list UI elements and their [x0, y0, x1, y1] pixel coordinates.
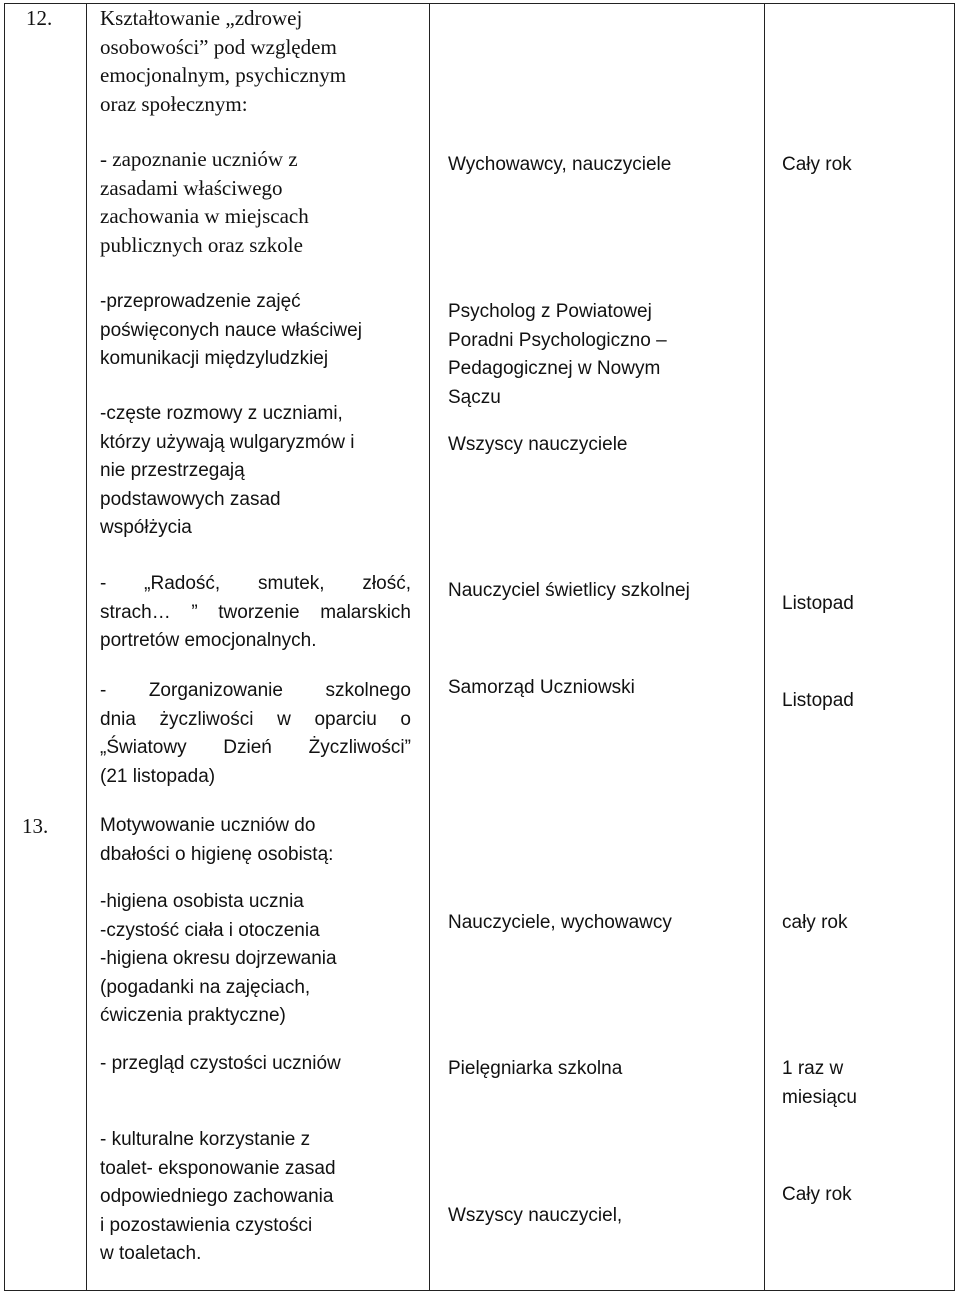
- text-line: strach… ” tworzenie malarskich: [100, 601, 411, 623]
- text-line: miesiącu: [782, 1086, 857, 1108]
- text-line: którzy używają wulgaryzmów i: [100, 431, 355, 453]
- text-line: portretów emocjonalnych.: [100, 630, 317, 651]
- row-13-time-1: cały rok: [782, 912, 848, 933]
- column-divider-1: [86, 3, 87, 1291]
- text-line: -częste rozmowy z uczniami,: [100, 403, 343, 424]
- text-line: i pozostawienia czystości: [100, 1214, 313, 1236]
- row-12-responsible-4: Nauczyciel świetlicy szkolnej: [448, 580, 690, 601]
- text-line: -czystość ciała i otoczenia: [100, 919, 320, 941]
- text-line: Sączu: [448, 386, 501, 408]
- row-12-time-4: Listopad: [782, 593, 854, 614]
- text-line: ćwiczenia praktyczne): [100, 1005, 286, 1026]
- text-line: publicznych oraz szkole: [100, 232, 303, 257]
- row-12-task-4: [100, 570, 411, 656]
- text-line: -higiena osobista ucznia: [100, 891, 304, 912]
- row-13-task-3: [100, 1126, 336, 1269]
- text-line: osobowości” pod względem: [100, 34, 337, 59]
- text-line: Kształtowanie „zdrowej: [100, 6, 303, 30]
- text-line: dbałości o higienę osobistą:: [100, 843, 334, 865]
- row-13-time-2: [782, 1055, 857, 1112]
- text-line: „Światowy Dzień Życzliwości”: [100, 737, 411, 758]
- text-line: (21 listopada): [100, 765, 216, 787]
- row-13-task-1: [100, 888, 337, 1031]
- row-12-task-1: [100, 145, 309, 259]
- row-13-responsible-3: Wszyscy nauczyciel,: [448, 1205, 623, 1226]
- text-line: - zapoznanie uczniów z: [100, 147, 298, 171]
- text-line: toalet- eksponowanie zasad: [100, 1157, 336, 1179]
- text-line: - Zorganizowanie szkolnego: [100, 680, 411, 701]
- text-line: podstawowych zasad: [100, 488, 281, 510]
- text-line: zasadami właściwego: [100, 175, 283, 200]
- row-13-responsible-1: Nauczyciele, wychowawcy: [448, 912, 672, 933]
- row-12-responsible-1: Wychowawcy, nauczyciele: [448, 154, 672, 175]
- row-12-responsible-2: [448, 298, 667, 412]
- text-line: - kulturalne korzystanie z: [100, 1129, 311, 1150]
- text-line: nie przestrzegają: [100, 460, 245, 481]
- row-number-13: 13.: [22, 814, 49, 838]
- text-line: poświęconych nauce właściwej: [100, 319, 362, 341]
- text-line: -higiena okresu dojrzewania: [100, 948, 337, 969]
- text-line: zachowania w miejscach: [100, 204, 309, 228]
- row-13-time-3: Cały rok: [782, 1184, 852, 1205]
- text-line: Pedagogicznej w Nowym: [448, 358, 661, 379]
- text-line: (pogadanki na zajęciach,: [100, 976, 311, 998]
- row-12-task-2: [100, 288, 362, 374]
- text-line: odpowiedniego zachowania: [100, 1186, 334, 1207]
- column-divider-2: [429, 3, 430, 1291]
- text-line: Motywowanie uczniów do: [100, 815, 316, 836]
- text-line: Poradni Psychologiczno –: [448, 329, 667, 351]
- table-border-left: [4, 3, 5, 1291]
- text-line: komunikacji międzyludzkiej: [100, 348, 329, 369]
- text-line: emocjonalnym, psychicznym: [100, 63, 347, 87]
- row-12-task-5: [100, 677, 411, 791]
- row-13-task-2: - przegląd czystości uczniów: [100, 1053, 341, 1074]
- row-12-time-5: Listopad: [782, 690, 854, 711]
- row-13-responsible-2: Pielęgniarka szkolna: [448, 1058, 623, 1079]
- row-number-12: 12.: [26, 6, 53, 30]
- text-line: oraz społecznym:: [100, 91, 248, 116]
- table-border-right: [954, 3, 955, 1291]
- text-line: współżycia: [100, 517, 192, 538]
- text-line: Psycholog z Powiatowej: [448, 301, 652, 322]
- row-12-time-1: Cały rok: [782, 154, 852, 175]
- text-line: dnia życzliwości w oparciu o: [100, 708, 411, 730]
- text-line: - „Radość, smutek, złość,: [100, 573, 411, 594]
- row-12-title: [100, 4, 346, 118]
- row-13-title: [100, 812, 333, 869]
- column-divider-3: [764, 3, 765, 1291]
- table-border-bottom: [4, 1290, 955, 1291]
- text-line: w toaletach.: [100, 1243, 202, 1264]
- text-line: -przeprowadzenie zajęć: [100, 291, 301, 312]
- row-12-responsible-5: Samorząd Uczniowski: [448, 677, 635, 698]
- row-12-task-3: [100, 400, 354, 543]
- text-line: 1 raz w: [782, 1058, 844, 1079]
- row-12-responsible-3: Wszyscy nauczyciele: [448, 434, 628, 455]
